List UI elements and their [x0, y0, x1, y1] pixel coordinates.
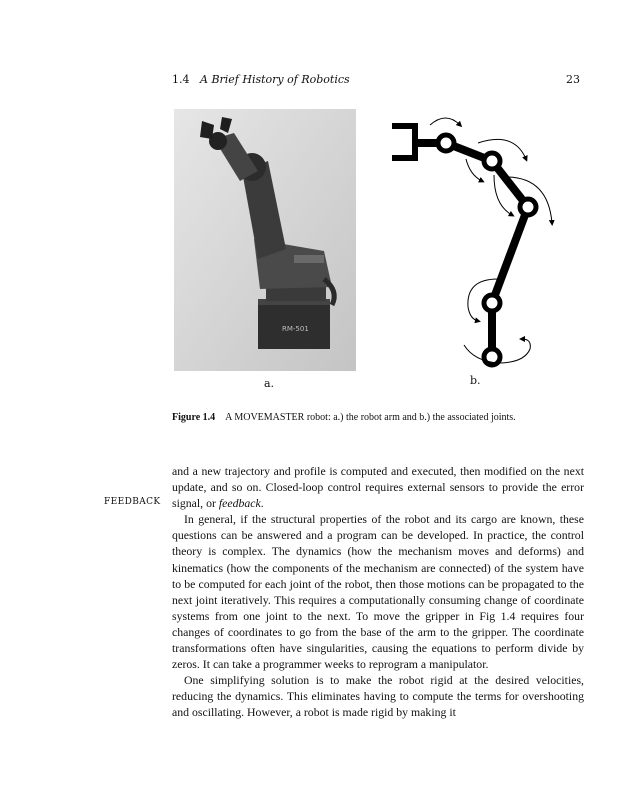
paragraph-1-text: and a new trajectory and profile is computed and executed, then modified on the next update, and so on. Closed-loop control requires external sensors to provide the error signal, or — [172, 464, 584, 511]
rotation-arrow-3 — [466, 159, 482, 181]
paragraph-1 — [172, 463, 584, 511]
joint-4 — [484, 295, 500, 311]
gripper-shape — [392, 123, 418, 161]
body-text — [172, 463, 584, 721]
paragraph-3: One simplifying solution is to make the robot rigid at the desired velocities, reducing the dynamics. This eliminates having to compute the terms for overshooting and oscillating. However, a robot is made rigid by making it — [172, 673, 584, 720]
page-number: 23 — [566, 73, 580, 86]
rotation-arrow-1 — [430, 118, 460, 125]
joint-1 — [438, 135, 454, 151]
robot-arm-photo-drawing — [174, 109, 356, 371]
figure-caption — [172, 412, 516, 423]
joint-3 — [520, 199, 536, 215]
section-title: A Brief History of Robotics — [200, 73, 350, 86]
upper-arm-link — [492, 207, 528, 303]
paragraph-1-end: . — [260, 496, 264, 511]
running-header — [172, 73, 350, 86]
robot-arm-photo — [174, 109, 356, 371]
section-number: 1.4 — [172, 73, 190, 86]
margin-note: FEEDBACK — [104, 497, 161, 507]
paragraph-2: In general, if the structural properties of the robot and its cargo are known, these questions can be answered and a program can be developed. In practice, the control theory is complex. The dynamics (how the mechanism moves and deforms) and kinematics (how the components of the mechanism are connected) of the system have to be computed for each joint of the robot, then those motions can be propagated to the next joint iteratively. This requires a computationally consuming change of coordinate systems from one joint to the next. To move the gripper in Fig 1.4 requires four changes of coordinates to go from the base of the arm to the gripper. The coordinate transformations often have singularities, causing the equations to perform divide by zeros. It can take a programmer weeks to reprogram a manipulator. — [172, 512, 584, 672]
caption-text: A MOVEMASTER robot: a.) the robot arm and b.) the associated joints. — [225, 412, 516, 423]
joint-diagram — [386, 113, 566, 373]
joint-2 — [484, 153, 500, 169]
emphasis-feedback: feedback — [218, 496, 261, 511]
figure-label-b: b. — [470, 374, 481, 387]
figure-number: Figure 1.4 — [172, 412, 216, 423]
photo-base-label: RM-501 — [282, 325, 309, 333]
figure-label-a: a. — [264, 377, 275, 390]
